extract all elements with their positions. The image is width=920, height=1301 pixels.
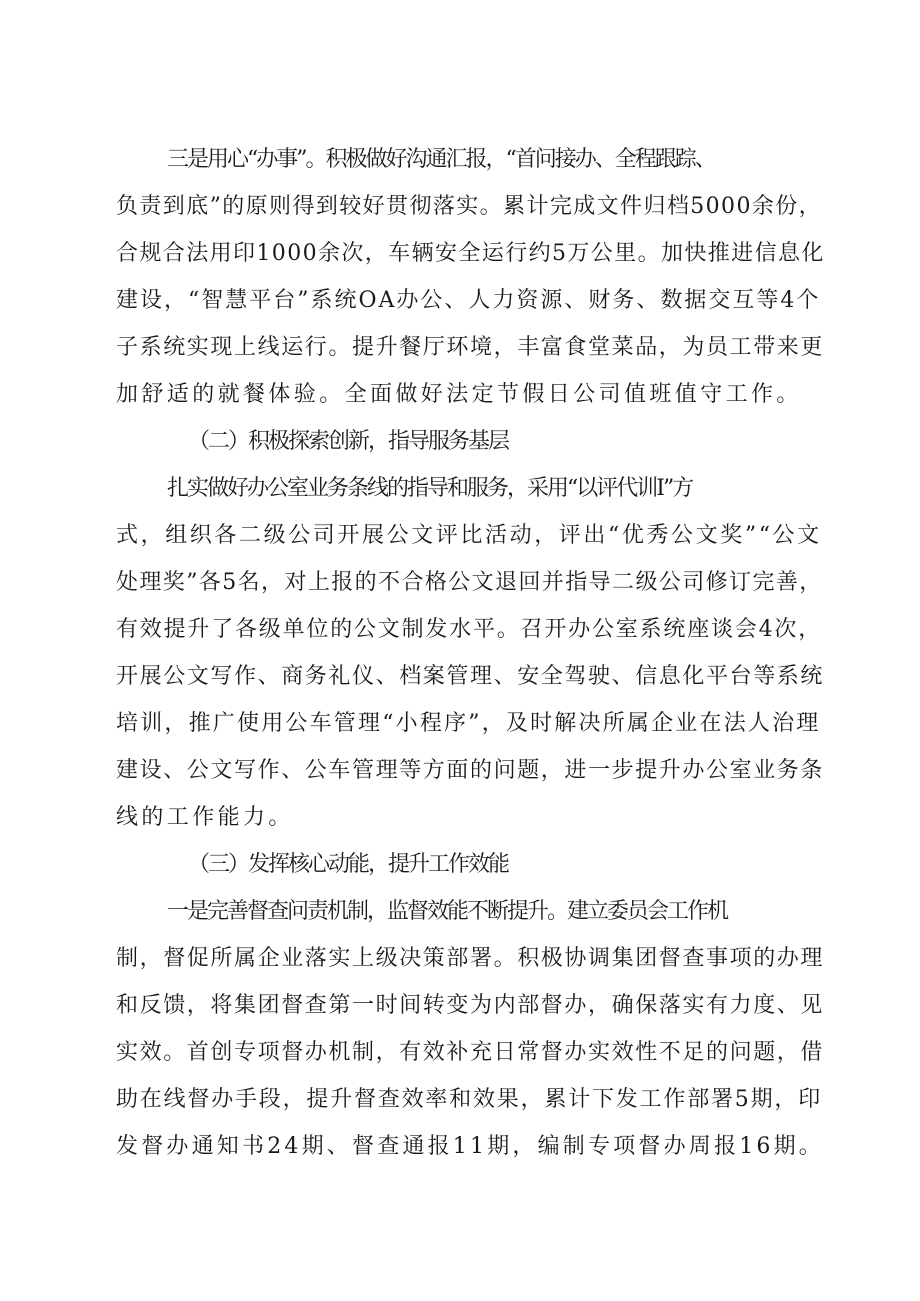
paragraph-3-line-1: 一是完善督查问责机制，监督效能不断提升。建立委员会工作机 (167, 899, 728, 924)
paragraph-2-line-5: 开展公文写作、商务礼仪、档案管理、安全驾驶、信息化平台等系统 (116, 664, 825, 689)
paragraph-2-line-4: 有效提升了各级单位的公文制发水平。召开办公室系统座谈会4次， (116, 617, 822, 642)
paragraph-2-line-2: 式，组织各二级公司开展公文评比活动，评出“优秀公文奖”“公文 (116, 523, 822, 548)
paragraph-1-line-5: 子系统实现上线运行。提升餐厅环境，丰富食堂菜品，为员工带来更 (116, 335, 825, 360)
paragraph-2-line-8: 线的工作能力。 (116, 805, 294, 830)
paragraph-2-line-6: 培训，推广使用公车管理“小程序”，及时解决所属企业在法人治理 (116, 711, 821, 736)
paragraph-3-line-4: 实效。首创专项督办机制，有效补充日常督办实效性不足的问题，借 (116, 1040, 825, 1065)
paragraph-1-line-1: 三是用心“办事”。积极做好沟通汇报，“首问接办、全程跟踪、 (167, 147, 715, 172)
paragraph-1-line-4: 建设，“智慧平台”系统OA办公、人力资源、财务、数据交互等4个 (116, 288, 821, 313)
paragraph-3-line-3: 和反馈，将集团督查第一时间转变为内部督办，确保落实有力度、见 (116, 993, 825, 1018)
paragraph-1-line-2: 负责到底”的原则得到较好贯彻落实。累计完成文件归档5000余份， (116, 194, 823, 219)
paragraph-3-line-6: 发督办通知书24期、督查通报11期，编制专项督办周报16期。 (116, 1134, 824, 1159)
paragraph-2-line-3: 处理奖”各5名，对上报的不合格公文退回并指导二级公司修订完善， (116, 570, 823, 595)
paragraph-1-line-3: 合规合法用印1000余次，车辆安全运行约5万公里。加快推进信息化 (116, 241, 825, 266)
paragraph-2-line-1: 扎实做好办公室业务条线的指导和服务，采用“以评代训I”方 (167, 476, 693, 501)
paragraph-2-line-7: 建设、公文写作、公车管理等方面的问题，进一步提升办公室业务条 (116, 758, 825, 783)
section-heading-2: （二）积极探索创新，指导服务基层 (188, 429, 509, 454)
paragraph-3-line-5: 助在线督办手段，提升督查效率和效果，累计下发工作部署5期，印 (116, 1087, 822, 1112)
paragraph-1-line-6: 加舒适的就餐体验。全面做好法定节假日公司值班值守工作。 (116, 382, 802, 407)
section-heading-3: （三）发挥核心动能，提升工作效能 (188, 852, 509, 877)
paragraph-3-line-2: 制，督促所属企业落实上级决策部署。积极协调集团督查事项的办理 (116, 946, 825, 971)
